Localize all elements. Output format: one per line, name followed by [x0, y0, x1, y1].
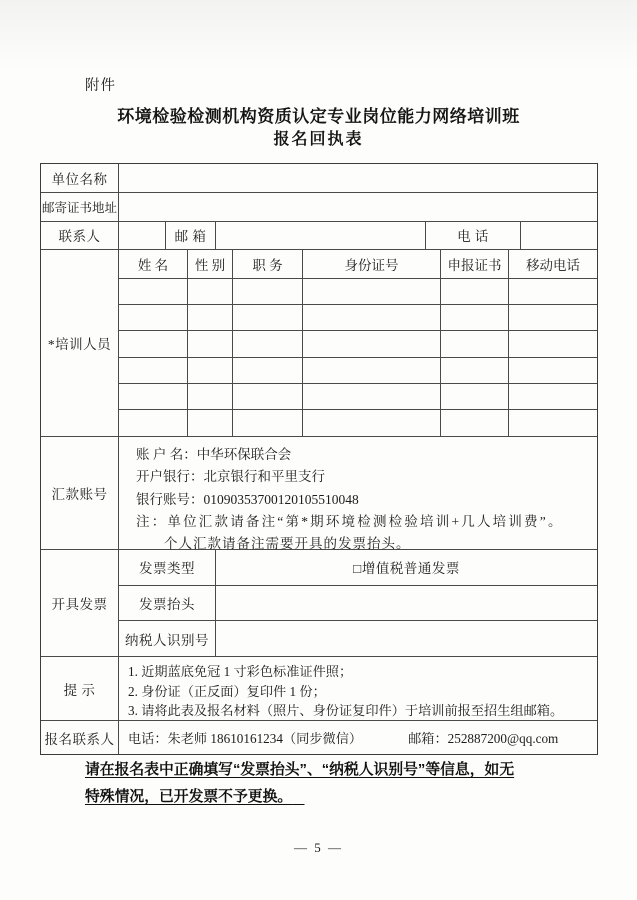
col-header-mobile: 移动电话 — [526, 257, 580, 273]
tips-line-2: 2. 身份证（正反面）复印件 1 份； — [128, 683, 326, 699]
unit-name-row — [41, 164, 597, 193]
trainee-row — [119, 358, 597, 384]
invoice-section — [41, 550, 597, 658]
remittance-bank: 开户银行：北京银行和平里支行 — [136, 469, 325, 485]
trainee-row — [119, 410, 597, 435]
registration-form-table — [40, 163, 598, 755]
tips-section-label: 提 示 — [41, 657, 119, 720]
trainee-row — [119, 331, 597, 357]
col-header-certificate: 申报证书 — [441, 250, 509, 278]
document-title: 环境检验检测机构资质认定专业岗位能力网络培训班 — [117, 107, 520, 126]
col-header-name: 姓 名 — [119, 250, 188, 278]
invoice-title-label: 发票抬头 — [119, 586, 216, 621]
tips-section — [41, 657, 597, 721]
footer-note — [85, 757, 585, 810]
invoice-type-row — [119, 550, 597, 586]
mailing-address-label: 邮寄证书地址 — [41, 193, 119, 221]
col-header-gender: 性 别 — [188, 250, 233, 278]
contact-field — [119, 222, 166, 249]
unit-name-label: 单位名称 — [41, 164, 119, 192]
footer-note-line1: 请在报名表中正确填写“发票抬头”、“纳税人识别号”等信息，如无 — [85, 762, 515, 778]
remittance-note-line2: 个人汇款请备注需要开具的发票抬头。 — [164, 536, 411, 552]
taxpayer-id-row — [119, 621, 597, 656]
contact-row — [41, 222, 597, 250]
remittance-account-number: 银行账号：01090353700120105510048 — [136, 491, 359, 507]
phone-field — [521, 222, 597, 249]
mailing-address-row — [41, 193, 597, 222]
remittance-section — [41, 437, 597, 550]
registration-contact-label: 报名联系人 — [41, 721, 119, 754]
attachment-label: 附件 — [85, 78, 116, 94]
page-number: — 5 — — [294, 840, 343, 855]
invoice-type-value: □增值税普通发票 — [353, 561, 460, 577]
email-field — [216, 222, 426, 249]
invoice-title-row — [119, 586, 597, 622]
remittance-details — [119, 437, 597, 552]
trainee-row — [119, 305, 597, 331]
trainee-row — [119, 384, 597, 410]
remittance-note-line1: 注：单位汇款请备注“第*期环境检测检验培训+几人培训费”。 — [136, 513, 564, 529]
invoice-grid — [119, 550, 597, 657]
document-subtitle: 报名回执表 — [273, 131, 364, 148]
trainee-row — [119, 279, 597, 305]
registration-contact-email: 邮箱：252887200@qq.com — [408, 731, 559, 747]
remittance-account-name: 账 户 名：中华环保联合会 — [136, 446, 292, 462]
unit-name-field — [119, 164, 597, 192]
trainees-section-label: *培训人员 — [41, 250, 119, 436]
taxpayer-id-label: 纳税人识别号 — [119, 621, 216, 656]
registration-contact-row — [41, 721, 597, 754]
phone-label: 电 话 — [426, 222, 521, 249]
trainees-header-row — [119, 250, 597, 279]
tips-content — [119, 657, 597, 720]
remittance-section-label: 汇款账号 — [41, 437, 119, 549]
col-header-position: 职 务 — [233, 250, 303, 278]
registration-contact-details — [119, 721, 597, 754]
trainees-grid — [119, 250, 597, 436]
invoice-section-label: 开具发票 — [41, 550, 119, 657]
scan-shading — [0, 0, 637, 70]
tips-line-1: 1. 近期蓝底免冠 1 寸彩色标准证件照； — [128, 664, 353, 680]
invoice-title-field — [216, 586, 597, 621]
invoice-type-label: 发票类型 — [119, 550, 216, 585]
trainees-section — [41, 250, 597, 437]
mailing-address-field — [119, 193, 597, 221]
col-header-id-number: 身份证号 — [303, 250, 441, 278]
email-label: 邮 箱 — [166, 222, 216, 249]
contact-label: 联系人 — [41, 222, 119, 249]
footer-note-line2: 特殊情况，已开发票不予更换。 — [85, 788, 293, 805]
taxpayer-id-field — [216, 621, 597, 656]
tips-line-3: 3. 请将此表及报名材料（照片、身份证复印件）于培训前报至招生组邮箱。 — [128, 702, 564, 718]
registration-contact-phone: 电话：朱老师 18610161234（同步微信） — [128, 731, 363, 747]
